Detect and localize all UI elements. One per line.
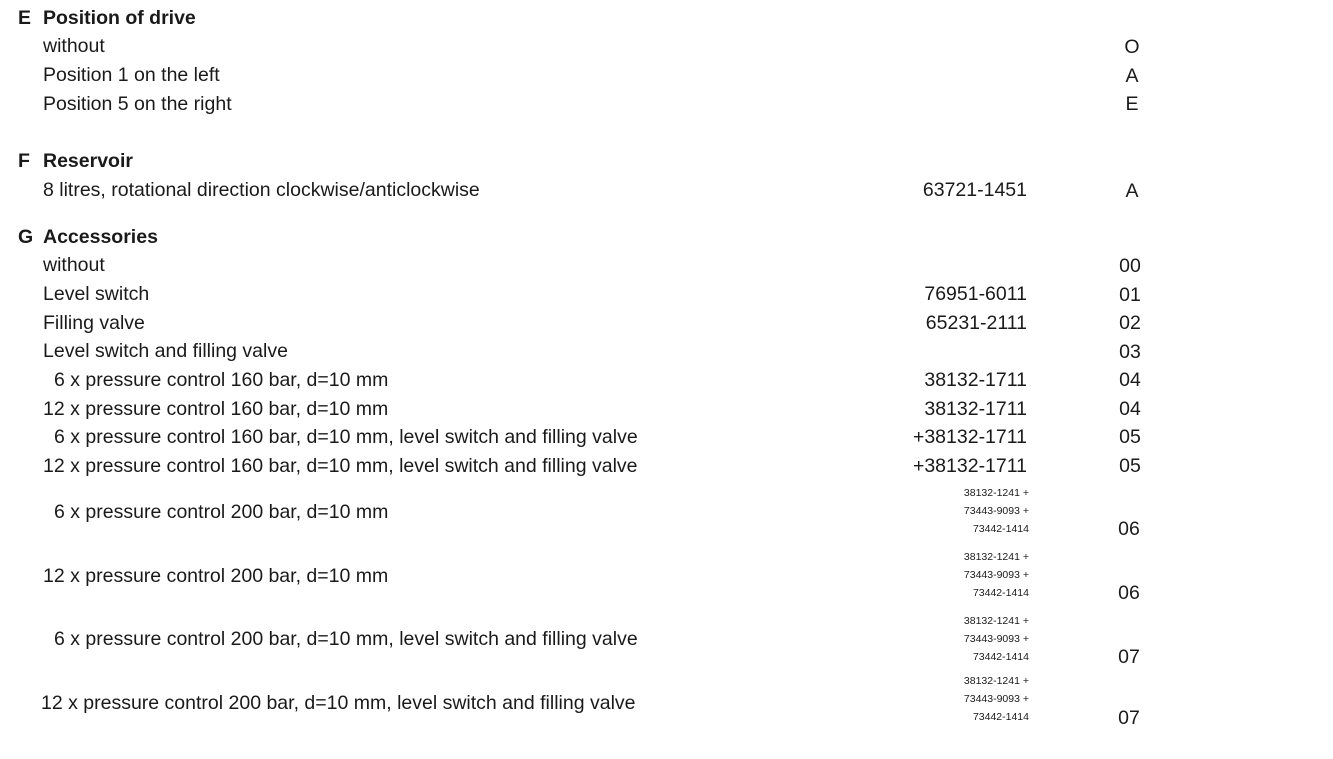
row-label: 6 x pressure control 200 bar, d=10 mm, level switch and filling valve — [54, 628, 638, 650]
row-code: A — [1125, 180, 1139, 202]
row-part-number: 73443-9093 + — [963, 569, 1029, 581]
row-part-number: 73442-1414 — [972, 587, 1029, 599]
row-label: 6 x pressure control 160 bar, d=10 mm, level switch and filling valve — [54, 426, 638, 448]
row-code: 07 — [1118, 707, 1140, 729]
row-part-number: 38132-1711 — [924, 398, 1027, 420]
row-code: 00 — [1119, 255, 1141, 277]
row-part-number: 38132-1241 + — [963, 551, 1029, 563]
row-label: without — [43, 254, 105, 276]
row-code: 02 — [1119, 312, 1141, 334]
row-label: 12 x pressure control 200 bar, d=10 mm, level switch and filling valve — [41, 692, 636, 714]
row-label: Filling valve — [43, 312, 145, 334]
row-part-number: 73442-1414 — [972, 711, 1029, 723]
row-part-number: 73443-9093 + — [963, 693, 1029, 705]
row-code: 04 — [1119, 369, 1141, 391]
row-code: 05 — [1119, 426, 1141, 448]
row-label: Position 1 on the left — [43, 64, 220, 86]
row-code: 01 — [1119, 284, 1141, 306]
row-part-number: 38132-1241 + — [963, 487, 1029, 499]
section-heading: Reservoir — [43, 150, 133, 172]
section-heading: Accessories — [43, 226, 158, 248]
row-code: 06 — [1118, 518, 1140, 540]
row-code: 06 — [1118, 582, 1140, 604]
row-code: 05 — [1119, 455, 1141, 477]
row-part-number: +38132-1711 — [912, 455, 1027, 477]
row-code: O — [1124, 36, 1140, 58]
row-label: 12 x pressure control 160 bar, d=10 mm — [43, 398, 389, 420]
row-label: 6 x pressure control 160 bar, d=10 mm — [54, 369, 389, 391]
row-code: A — [1125, 65, 1139, 87]
row-code: 03 — [1119, 341, 1141, 363]
row-label: Position 5 on the right — [43, 93, 232, 115]
row-part-number: 38132-1711 — [924, 369, 1027, 391]
row-code: 07 — [1118, 646, 1140, 668]
section-letter: G — [18, 226, 34, 248]
row-part-number: 38132-1241 + — [963, 615, 1029, 627]
row-code: 04 — [1119, 398, 1141, 420]
row-label: 8 litres, rotational direction clockwise/anticlockwise — [43, 179, 480, 201]
row-code: E — [1125, 93, 1139, 115]
row-part-number: 73443-9093 + — [963, 633, 1029, 645]
row-part-number: 38132-1241 + — [963, 675, 1029, 687]
row-label: 12 x pressure control 160 bar, d=10 mm, level switch and filling valve — [43, 455, 638, 477]
row-label: without — [43, 35, 105, 57]
section-letter: F — [18, 150, 30, 172]
row-part-number: +38132-1711 — [912, 426, 1027, 448]
section-letter: E — [18, 7, 32, 29]
row-label: 6 x pressure control 200 bar, d=10 mm — [54, 501, 389, 523]
section-heading: Position of drive — [43, 7, 196, 29]
row-part-number: 65231-2111 — [925, 312, 1027, 334]
row-part-number: 73442-1414 — [972, 651, 1029, 663]
row-part-number: 63721-1451 — [922, 179, 1027, 201]
row-part-number: 73443-9093 + — [963, 505, 1029, 517]
row-part-number: 73442-1414 — [972, 523, 1029, 535]
row-label: Level switch and filling valve — [43, 340, 288, 362]
row-part-number: 76951-6011 — [924, 283, 1027, 305]
row-label: Level switch — [43, 283, 150, 305]
row-label: 12 x pressure control 200 bar, d=10 mm — [43, 565, 389, 587]
